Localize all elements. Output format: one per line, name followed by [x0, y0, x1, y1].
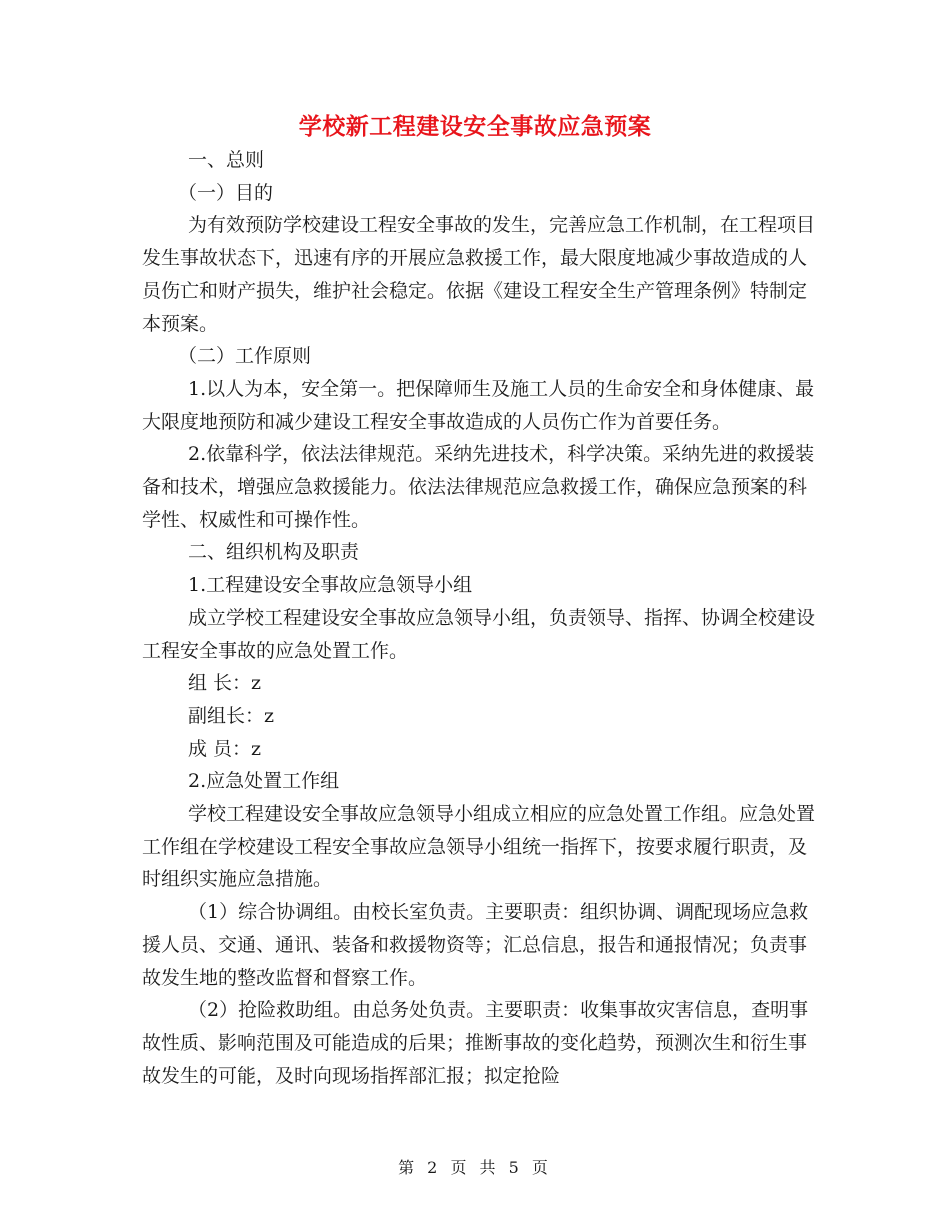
- subsection-heading: 2.应急处置工作组: [188, 770, 340, 793]
- subsection-heading: （一）目的: [178, 181, 274, 204]
- paragraph: 为有效预防学校建设工程安全事故的发生，完善应急工作机制，在工程项目发生事故状态下，迅速有序的开展应急救援工作，最大限度地减少事故造成的人员伤亡和财产损失，维护社会稳定。依据《建设工程安全生产管理条例》特制定本预案。: [142, 214, 816, 335]
- paragraph: 1.以人为本，安全第一。把保障师生及施工人员的生命安全和身体健康、最大限度地预防和减少建设工程安全事故造成的人员伤亡作为首要任务。: [142, 377, 815, 433]
- section-heading: 二、组织机构及职责: [188, 541, 360, 564]
- member-line: 组 长：z: [188, 672, 262, 695]
- page-footer: 第 2 页 共 5 页: [398, 1158, 552, 1177]
- paragraph: 成立学校工程建设安全事故应急领导小组，负责领导、指挥、协调全校建设工程安全事故的应急处置工作。: [142, 606, 816, 662]
- subsection-heading: 1.工程建设安全事故应急领导小组: [188, 574, 473, 597]
- paragraph: （2）抢险救助组。由总务处负责。主要职责：收集事故灾害信息，查明事故性质、影响范围及可能造成的后果；推断事故的变化趋势，预测次生和衍生事故发生的可能，及时向现场指挥部汇报；拟定抢险: [142, 999, 809, 1087]
- paragraph: （1）综合协调组。由校长室负责。主要职责：组织协调、调配现场应急救援人员、交通、通讯、装备和救援物资等；汇总信息，报告和通报情况；负责事故发生地的整改监督和督察工作。: [142, 901, 809, 989]
- document-title: 学校新工程建设安全事故应急预案: [298, 113, 652, 140]
- subsection-heading: （二）工作原则: [178, 345, 312, 368]
- member-line: 成 员：z: [188, 737, 262, 760]
- member-line: 副组长：z: [188, 704, 275, 727]
- section-heading: 一、总则: [188, 149, 265, 171]
- document-body: [142, 144, 822, 1092]
- paragraph: 2.依靠科学，依法法律规范。采纳先进技术，科学决策。采纳先进的救援装备和技术，增强应急救援能力。依法法律规范应急救援工作，确保应急预案的科学性、权威性和可操作性。: [142, 443, 815, 531]
- paragraph: 学校工程建设安全事故应急领导小组成立相应的应急处置工作组。应急处置工作组在学校建设工程安全事故应急领导小组统一指挥下，按要求履行职责，及时组织实施应急措施。: [142, 803, 816, 891]
